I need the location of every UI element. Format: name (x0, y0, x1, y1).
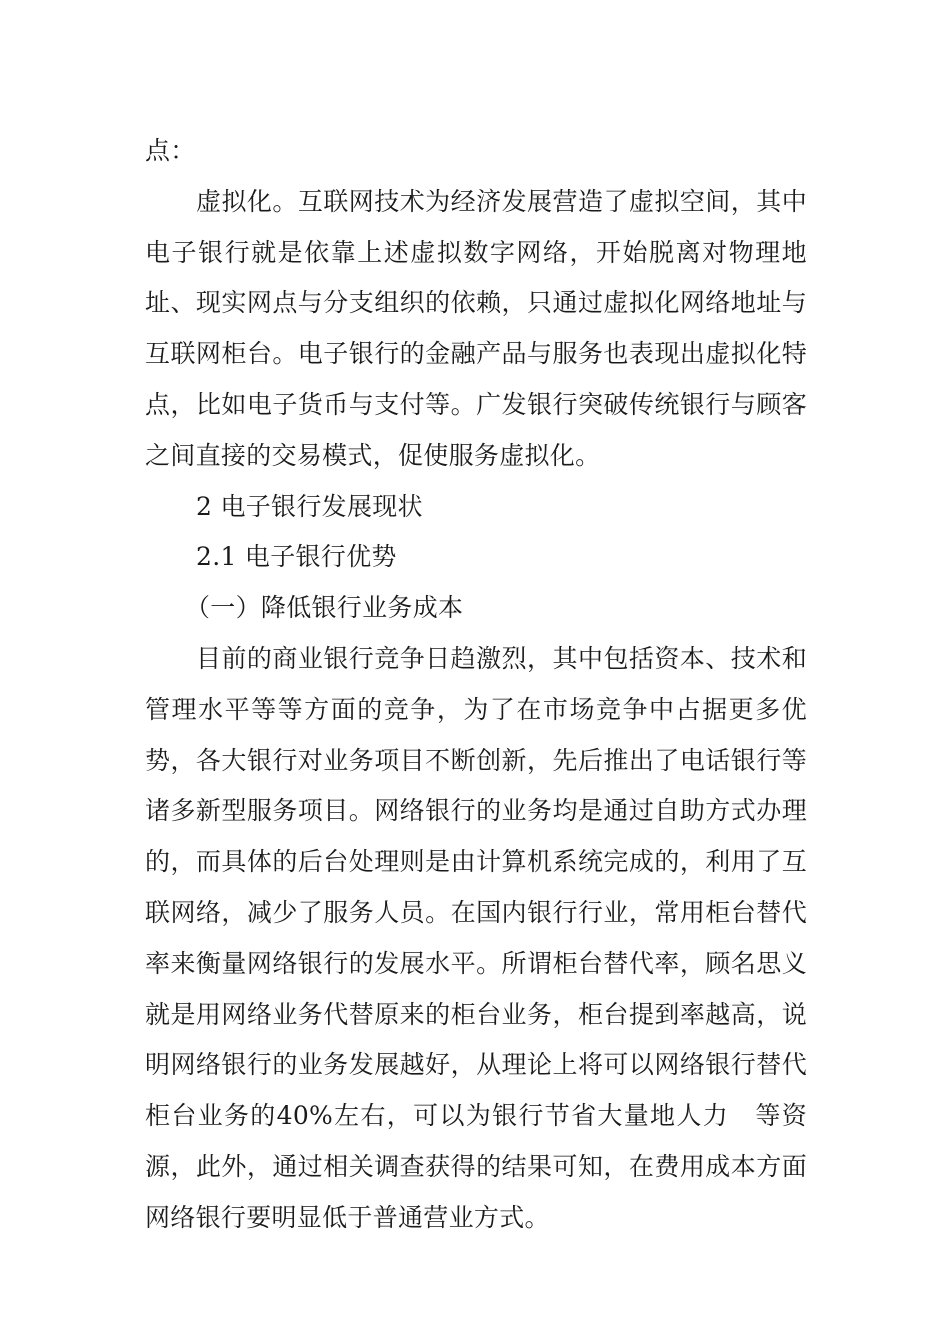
paragraph-continuation: 点： (145, 136, 196, 165)
subsection-heading: 2.1 电子银行优势 (196, 542, 397, 572)
document-body (145, 126, 807, 1244)
subsubsection-heading: （一）降低银行业务成本 (185, 593, 464, 623)
paragraph-cost-reduction: 目前的商业银行竞争日趋激烈，其中包括资本、技术和管理水平等等方面的竞争，为了在市场竞争中占据更多优势，各大银行对业务项目不断创新，先后推出了电话银行等诸多新型服务项目。网络银行的业务均是通过自助方式办理的，而具体的后台处理则是由计算机系统完成的，利用了互联网络，减少了服务人员。在国内银行行业，常用柜台替代率来衡量网络银行的发展水平。所谓柜台替代率，顾名思义就是用网络业务代替原来的柜台业务，柜台提到率越高，说明网络银行的业务发展越好，从理论上将可以网络银行替代柜台业务的40%左右，可以为银行节省大量地人力 等资源，此外，通过相关调查获得的结果可知，在费用成本方面网络银行要明显低于普通营业方式。 (145, 643, 807, 1232)
section-heading: 2 电子银行发展现状 (196, 491, 423, 521)
paragraph-virtualization: 虚拟化。互联网技术为经济发展营造了虚拟空间，其中电子银行就是依靠上述虚拟数字网络，开始脱离对物理地址、现实网点与分支组织的依赖，只通过虚拟化网络地址与互联网柜台。电子银行的金融产品与服务也表现出虚拟化特点，比如电子货币与支付等。广发银行突破传统银行与顾客之间直接的交易模式，促使服务虚拟化。 (145, 186, 807, 470)
